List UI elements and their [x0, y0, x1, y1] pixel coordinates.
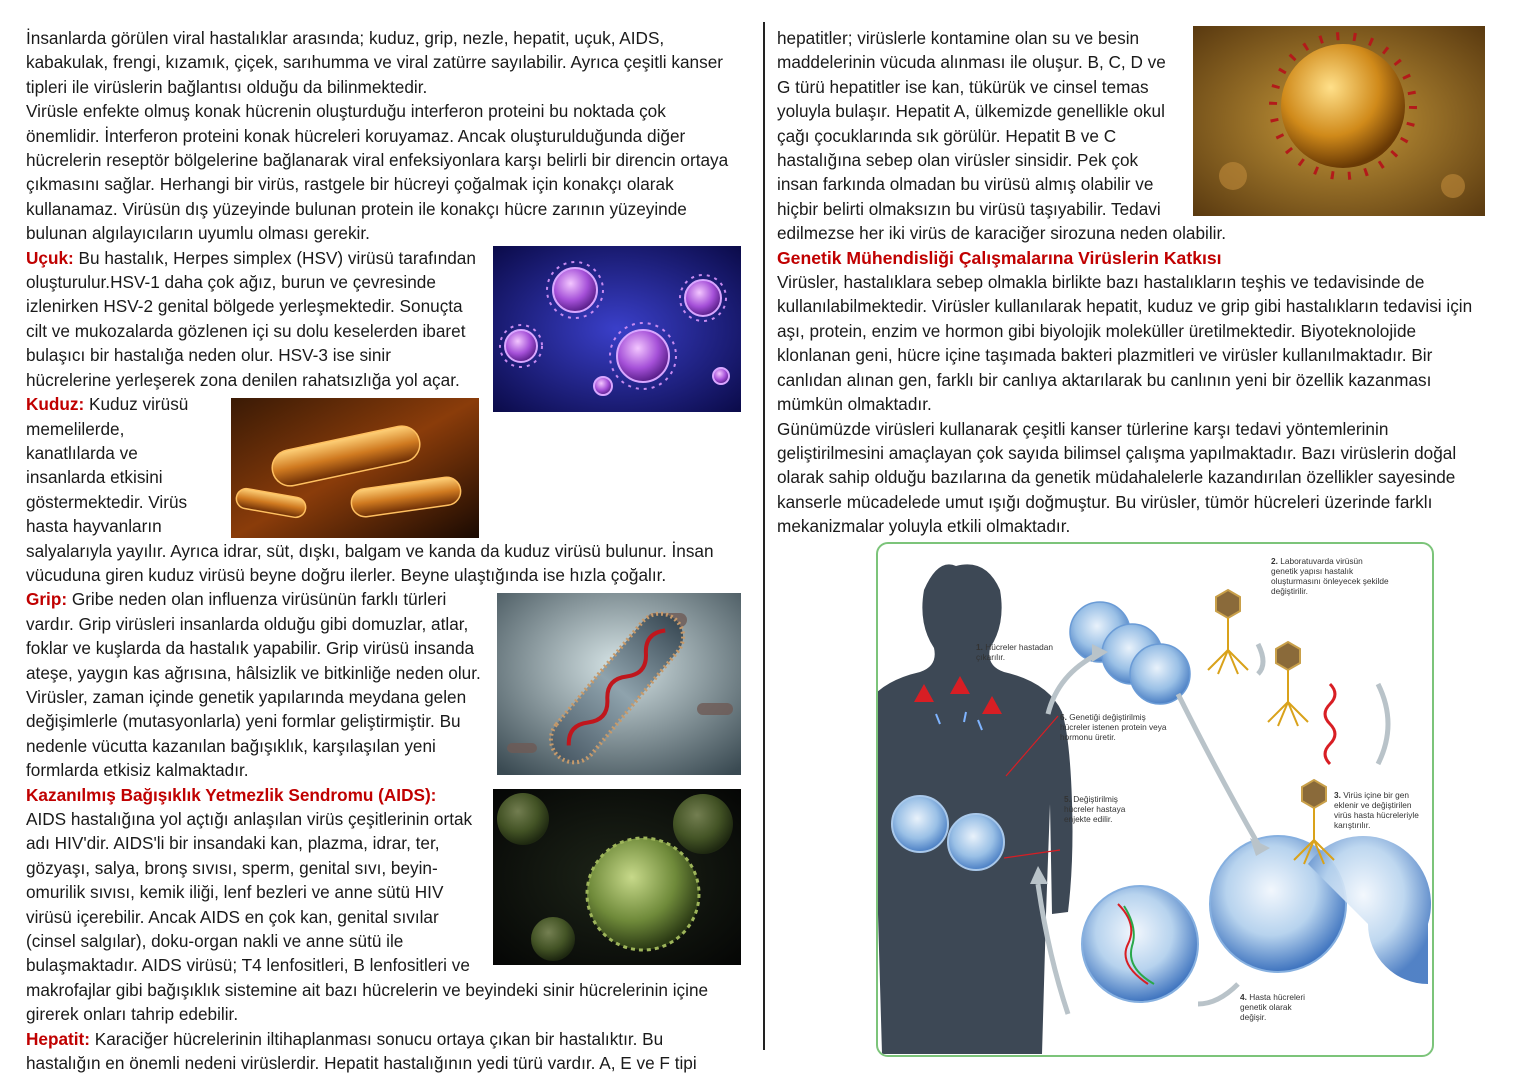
- step-2-label: 2. Laboratuvarda virüsün genetik yapısı hastalık oluşturmasını önleyecek şekilde değiştirilir.: [1271, 556, 1389, 596]
- interferon-paragraph: Virüsle enfekte olmuş konak hücrenin oluşturduğu interferon proteini bu noktada çok önemlidir. İnterferon proteini konak hücreleri koruyamaz. Ancak oluşturulduğunda diğer hücrelerin reseptör bölgelerine bağlanarak viral enfeksiyonlara karşı belirli bir direncin ortaya çıkmasını sağlar. Herhangi bir virüs, rastgele bir hücreyi çoğalmak için konakçı olarak kullanamaz. Virüsün dış yüzeyinde bulunan protein ile konakçı hücre zarının yüzeyinde bulunan algılayıcıların uyumlu olması gerekir.: [26, 101, 729, 244]
- step-3-label: 3. Virüs içine bir gen eklenir ve değiştirilen virüs hasta hücreleriyle karıştırılır.: [1334, 790, 1419, 830]
- kuduz-text: Kuduz virüsü memelilerde, kanatlılarda ve insanlarda etkisini göstermektedir. Virüs hasta hayvanların salyalarıyla yayılır. Ayrıca idrar, süt, dışkı, balgam ve kanda da kuduz virüsü bulunur. İnsan vücuduna giren kuduz virüsü beyne doğru ilerler. Beyne ulaştığında ise hızla çoğalır.: [26, 394, 714, 585]
- ucuk-text: Bu hastalık, Herpes simplex (HSV) virüsü tarafından oluşturulur.HSV-1 daha çok ağız, burun ve çevresinde izlenirken HSV-2 genital bölgede yerleşmektedir. Sonuçta cilt ve mukozalarda gözlenen içi su dolu keselerden ibaret bulaşıcı bir hastalığa neden olur. HSV-3 ise sinir hücrelerine yerleşerek zona denilen rahatsızlığa yol açar.: [26, 247, 476, 390]
- intro-paragraph: İnsanlarda görülen viral hastalıklar arasında; kuduz, grip, nezle, hepatit, uçuk, AIDS, kabakulak, frengi, kızamık, çiçek, sarıhumma ve viral zatürre sayılabilir. Ayrıca çeşitli kanser tipleri ile virüslerin bağlantısı olduğu da bilinmektedir.: [26, 28, 723, 97]
- ucuk-term: Uçuk:: [26, 247, 74, 268]
- section-heading: Genetik Mühendisliği Çalışmalarına Virüslerin Katkısı: [777, 247, 1222, 268]
- genetic-paragraph-1: Virüsler, hastalıklara sebep olmakla birlikte bazı hastalıkların teşhis ve tedavisinde de kullanılabilmektedir. Virüsler kullanılarak hepatit, kuduz ve grip gibi hastalıkların tedavisi için aşı, protein, enzim ve hormon gibi biyolojik moleküller üretilmektedir. Biyoteknolojide klonlanan geni, hücre içine taşımada bakteri plazmitleri ve virüsler kullanılmaktadır. Bir canlıdan alınan gen, farklı bir canlıya aktarılarak bu canlının yeni bir özellik kazanması mümkün olmaktadır.: [777, 272, 1473, 415]
- aids-term: Kazanılmış Bağışıklık Yetmezlik Sendromu (AIDS):: [26, 784, 437, 805]
- genetic-paragraph-2: Günümüzde virüsleri kullanarak çeşitli kanser türlerine karşı tedavi yöntemlerinin geliştirilmesini amaçlayan çok sayıda bilimsel çalışma yapılmaktadır. Bazı virüslerin doğal olarak sahip olduğu bazılarına da genetik müdahalelerle kazandırılan özellikler sayesinde kanserle mücadelede umut ışığı doğmuştur. Bu virüsler, tümör hücreleri üzerinde farklı mekanizmalar yoluyla etkili olmaktadır.: [777, 418, 1457, 537]
- inserted-gene: [1325, 684, 1335, 764]
- kuduz-term: Kuduz:: [26, 394, 85, 415]
- hepatit-continued: hepatitler; virüslerle kontamine olan su ve besin maddelerinin vücuda alınması ile oluşur. B, C, D ve G türü hepatitler ise kan, tükürük ve cinsel temas yoluyla bulaşır. Hepatit A, ülkemizde genellikle okul çağı çocuklarında sık görülür. Hepatit B ve C hastalığına sebep olan virüsler sinsidir. Pek çok insan farkında olmadan bu virüsü almış olabilir ve hiçbir belirti olmaksızın bu virüsü taşıyabilir. Tedavi edilmezse her iki virüs de karaciğer sirozuna neden olabilir.: [777, 28, 1227, 244]
- step-5-label: 5. Değiştirilmiş hücreler hastaya enjekte edilir.: [1064, 794, 1126, 824]
- rabies-virus-image: [231, 398, 479, 538]
- hepatit-text: Karaciğer hücrelerinin iltihaplanması sonucu ortaya çıkan bir hastalıktır. Bu hastalığın en önemli nedeni virüslerdir. Hepatit hastalığının yedi türü vardır. A, E ve F tipi: [26, 1028, 697, 1074]
- step-1-label: 1. Hücreler hastadan çıkarılır.: [976, 642, 1054, 662]
- left-column: [26, 26, 741, 1075]
- hepatitis-virus-image: [1193, 26, 1485, 216]
- hiv-virus-image: [493, 789, 741, 965]
- gene-therapy-diagram: [876, 542, 1434, 1057]
- column-divider: [763, 22, 765, 1050]
- step-4-label: 4. Hasta hücreleri genetik olarak değişir.: [1240, 992, 1306, 1022]
- virus-vector: [1208, 590, 1334, 864]
- grip-text: Gribe neden olan influenza virüsünün farklı türleri vardır. Grip virüsleri insanlarda olduğu gibi domuzlar, atlar, foklar ve kuşlarda da hastalık yapabilir. Grip virüsü insanda ateşe, yaygın kas ağrısına, hâlsizlik ve bitkinliğe neden olur. Virüsler, zaman içinde genetik yapılarında meydana gelen değişimlerle (mutasyonlarla) yeni formlar geliştirmiştir. Bu nedenle vücutta kazanılan bağışıklık, karşılaşılan yeni formlarda etkisiz kalmaktadır.: [26, 589, 481, 781]
- herpes-virus-image: [493, 246, 741, 412]
- aids-text: AIDS hastalığına yol açtığı anlaşılan virüs çeşitlerinin ortak adı HIV'dir. AIDS'li bir insandaki kan, plazma, idrar, ter, gözyaşı, salya, bronş sıvısı, sperm, genital sıvı, beyin-omurilik sıvısı, kemik iliği, lenf bezleri ve anne sütü HIV virüsü içerebilir. Ancak AIDS en çok kan, genital sıvılar (cinsel salgılar), doku-organ nakli ve anne sütü ile bulaşmaktadır. AIDS virüsü; T4 lenfositleri, B lenfositleri ve makrofajlar gibi bağışıklık sistemine ait bazı hücrelerin ve beyindeki sinir hücrelerinin içine girerek onları tahrip edebilir.: [26, 809, 709, 1025]
- influenza-virus-image: [497, 593, 741, 775]
- grip-term: Grip:: [26, 589, 68, 610]
- step-6-label: 6. Genetiği değiştirilmiş hücreler istenen protein veya hormonu üretir.: [1060, 712, 1167, 742]
- hepatit-term: Hepatit:: [26, 1028, 90, 1049]
- right-column: [777, 26, 1485, 539]
